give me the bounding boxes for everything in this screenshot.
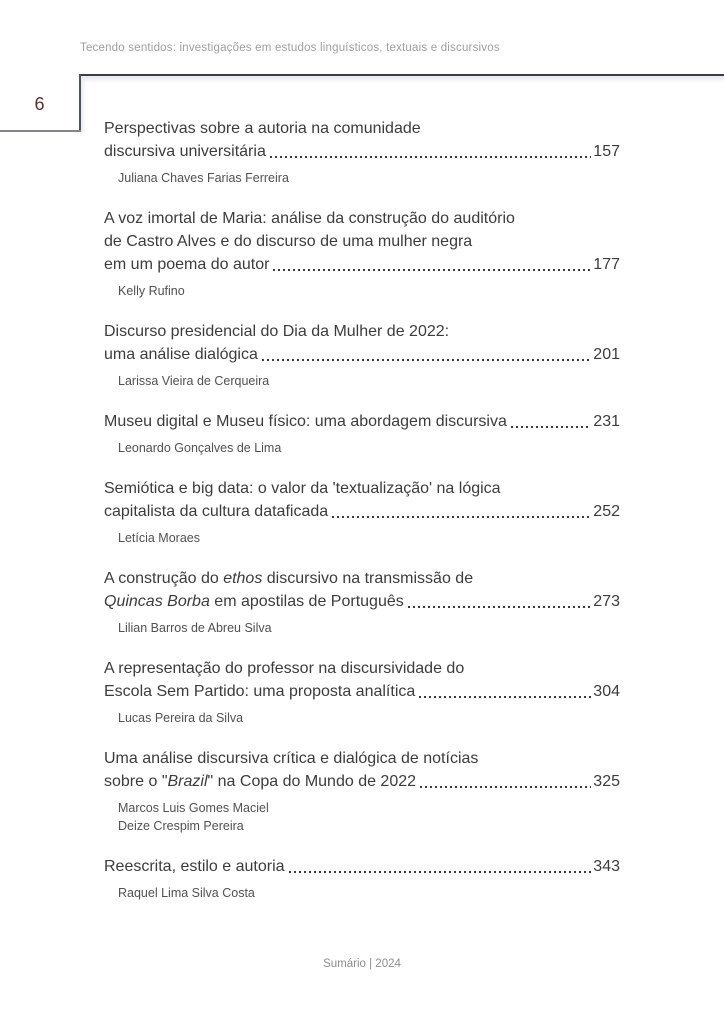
toc-page-number: 343	[593, 858, 620, 875]
toc-title-line	[104, 207, 620, 230]
toc-author: Leonardo Gonçalves de Lima	[118, 441, 282, 455]
title-segment: Uma análise discursiva crítica e dialógica de notícias	[104, 750, 479, 767]
toc-title-line	[104, 230, 620, 253]
toc-title-line	[104, 657, 620, 680]
toc-authors	[118, 619, 620, 637]
toc-title-line	[104, 590, 620, 613]
toc-title-line	[104, 680, 620, 703]
toc-authors	[118, 709, 620, 727]
toc-entry	[104, 855, 620, 902]
toc-author: Letícia Moraes	[118, 531, 200, 545]
toc-author: Marcos Luis Gomes Maciel	[118, 801, 269, 815]
toc-authors	[118, 372, 620, 390]
dot-leader	[289, 871, 592, 873]
toc-entry	[104, 207, 620, 300]
header-rule-shadow	[79, 76, 724, 83]
title-segment: Reescrita, estilo e autoria	[104, 858, 285, 875]
title-segment: ethos	[223, 570, 263, 587]
toc-title-text	[104, 855, 285, 878]
toc-title-line	[104, 320, 620, 343]
toc-page-number: 304	[593, 683, 620, 700]
toc-title-text	[104, 120, 421, 137]
title-segment: capitalista da cultura dataficada	[104, 503, 329, 520]
toc-title-line	[104, 855, 620, 878]
toc-author: Lilian Barros de Abreu Silva	[118, 621, 272, 635]
toc-authors	[118, 799, 620, 835]
toc-title-line	[104, 770, 620, 793]
toc-title-line	[104, 477, 620, 500]
title-segment: uma análise dialógica	[104, 346, 258, 363]
title-segment: A representação do professor na discursividade do	[104, 660, 465, 677]
toc-authors	[118, 884, 620, 902]
toc-entry	[104, 117, 620, 187]
title-segment: discursivo na transmissão de	[262, 570, 474, 587]
corner-rule-shadow	[81, 76, 86, 132]
toc-authors	[118, 439, 620, 457]
toc-author: Deize Crespim Pereira	[118, 819, 244, 833]
toc-title-text	[104, 140, 266, 163]
title-segment: " na Copa do Mundo de 2022	[207, 773, 417, 790]
toc-title-text	[104, 660, 464, 677]
title-segment: de Castro Alves e do discurso de uma mulher negra	[104, 233, 473, 250]
title-segment: Semiótica e big data: o valor da 'textualização' na lógica	[104, 480, 501, 497]
toc-entry	[104, 657, 620, 727]
toc-title-text	[104, 210, 515, 227]
toc-title-text	[104, 323, 449, 340]
toc-entry	[104, 567, 620, 637]
title-segment: Escola Sem Partido: uma proposta analítica	[104, 683, 416, 700]
title-segment: Museu digital e Museu físico: uma abordagem discursiva	[104, 413, 507, 430]
toc-page-number: 231	[593, 413, 620, 430]
toc-title-text	[104, 233, 472, 250]
dot-leader	[332, 516, 591, 518]
toc-entry	[104, 477, 620, 547]
toc-title-line	[104, 500, 620, 523]
title-segment: em apostilas de Português	[209, 593, 404, 610]
toc-author: Raquel Lima Silva Costa	[118, 886, 255, 900]
toc-title-text	[104, 410, 507, 433]
toc-page-number: 273	[593, 593, 620, 610]
dot-leader	[419, 696, 591, 698]
title-segment: Discurso presidencial do Dia da Mulher de 2022:	[104, 323, 450, 340]
corner-rule-vertical	[79, 74, 81, 132]
running-header-title: Tecendo sentidos: investigações em estudos linguísticos, textuais e discursivos	[80, 42, 500, 54]
toc-title-text	[104, 253, 269, 276]
toc-list	[104, 117, 620, 922]
toc-entry	[104, 410, 620, 457]
title-segment: Perspectivas sobre a autoria na comunidade	[104, 120, 421, 137]
toc-page-number: 325	[593, 773, 620, 790]
toc-title-text	[104, 750, 478, 767]
toc-authors	[118, 529, 620, 547]
title-segment: Brazil	[167, 773, 208, 790]
toc-author: Larissa Vieira de Cerqueira	[118, 374, 270, 388]
toc-page-number: 252	[593, 503, 620, 520]
toc-title-line	[104, 410, 620, 433]
footer-text: Sumário | 2024	[323, 958, 401, 970]
toc-authors	[118, 169, 620, 187]
dot-leader	[270, 156, 591, 158]
toc-title-text	[104, 680, 415, 703]
dot-leader	[273, 269, 591, 271]
toc-authors	[118, 282, 620, 300]
dot-leader	[408, 606, 592, 608]
toc-page-number: 201	[593, 346, 620, 363]
title-segment: Quincas Borba	[104, 593, 210, 610]
header-rule	[79, 74, 724, 76]
toc-page-number: 157	[593, 143, 620, 160]
dot-leader	[511, 426, 591, 428]
toc-title-text	[104, 590, 404, 613]
toc-title-text	[104, 770, 416, 793]
title-segment: A construção do	[104, 570, 224, 587]
page-number: 6	[34, 94, 45, 114]
title-segment: em um poema do autor	[104, 256, 270, 273]
toc-title-line	[104, 567, 620, 590]
toc-title-line	[104, 117, 620, 140]
title-segment: A voz imortal de Maria: análise da construção do auditório	[104, 210, 515, 227]
toc-page-number: 177	[593, 256, 620, 273]
dot-leader	[420, 786, 591, 788]
toc-title-line	[104, 140, 620, 163]
toc-title-line	[104, 747, 620, 770]
toc-title-line	[104, 253, 620, 276]
title-segment: discursiva universitária	[104, 143, 266, 160]
corner-rule-horizontal	[0, 130, 81, 132]
toc-entry	[104, 747, 620, 835]
toc-title-text	[104, 480, 501, 497]
toc-title-text	[104, 500, 328, 523]
toc-title-text	[104, 343, 258, 366]
toc-author: Kelly Rufino	[118, 284, 185, 298]
toc-title-line	[104, 343, 620, 366]
toc-author: Juliana Chaves Farias Ferreira	[118, 171, 289, 185]
title-segment: sobre o "	[104, 773, 168, 790]
toc-author: Lucas Pereira da Silva	[118, 711, 244, 725]
dot-leader	[262, 359, 591, 361]
toc-entry	[104, 320, 620, 390]
toc-title-text	[104, 570, 473, 587]
